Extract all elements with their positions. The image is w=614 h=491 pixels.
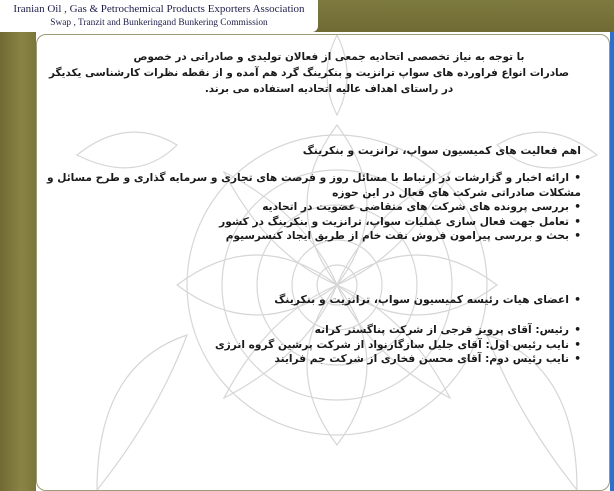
list-item: • بررسی پرونده های شرکت های متقاضی عضویت در اتحادیه [47, 200, 581, 215]
board-members-list [215, 323, 581, 367]
list-item: • تعامل جهت فعال سازی عملیات سواپ، ترانزیت و بنکرینگ در کشور [47, 215, 581, 230]
board-title-list [274, 293, 581, 308]
list-item: • نایب رئیس اول: آقای جلیل سازگارنواد از شرکت پرشین گروه انرژی [215, 338, 581, 353]
list-item: • نایب رئیس دوم: آقای محسن فخاری از شرکت جم فرایند [215, 352, 581, 367]
intro-line: صادرات انواع فراورده های سواپ ترانزیت و بنکرینگ گرد هم آمده و از نقطه نظرات کارشناسی یکدیگر [49, 67, 569, 79]
left-frame-band [0, 0, 36, 491]
arabesque-ornament [37, 35, 609, 490]
association-header [0, 0, 318, 32]
activities-list [47, 171, 581, 244]
activities-title: اهم فعالیت های کمیسیون سواپ، ترانزیت و بنکرینگ [302, 144, 581, 157]
content-panel [36, 34, 610, 491]
list-item: • بحث و بررسی پیرامون فروش نفت خام از طریق ایجاد کنسرسیوم [47, 229, 581, 244]
list-item: • ارائه اخبار و گزارشات در ارتباط با مسائل روز و فرصت های تجاری و سرمایه گذاری و طرح مسائل و [47, 171, 581, 186]
intro-line: در راستای اهداف عالیه اتحادیه استفاده می برند. [204, 83, 454, 95]
list-item: • رئیس: آقای پرویز فرجی از شرکت پناگستر کرانه [215, 323, 581, 338]
list-item-continuation: مشکلات صادراتی شرکت های فعال در این حوزه [332, 186, 581, 199]
intro-line: با توجه به نیاز تخصصی اتحادیه جمعی از فعالان تولیدی و صادراتی در خصوص [133, 51, 525, 63]
intro-paragraph [49, 49, 569, 97]
right-accent-strip [610, 32, 614, 491]
header-title: Iranian Oil , Gas & Petrochemical Products Exporters Association [13, 3, 305, 15]
header-subtitle: Swap , Tranzit and Bunkeringand Bunkering Commission [50, 18, 268, 28]
board-title: • اعضای هیات رئیسه کمیسیون سواپ، ترانزیت و بنکرینگ [274, 293, 581, 308]
